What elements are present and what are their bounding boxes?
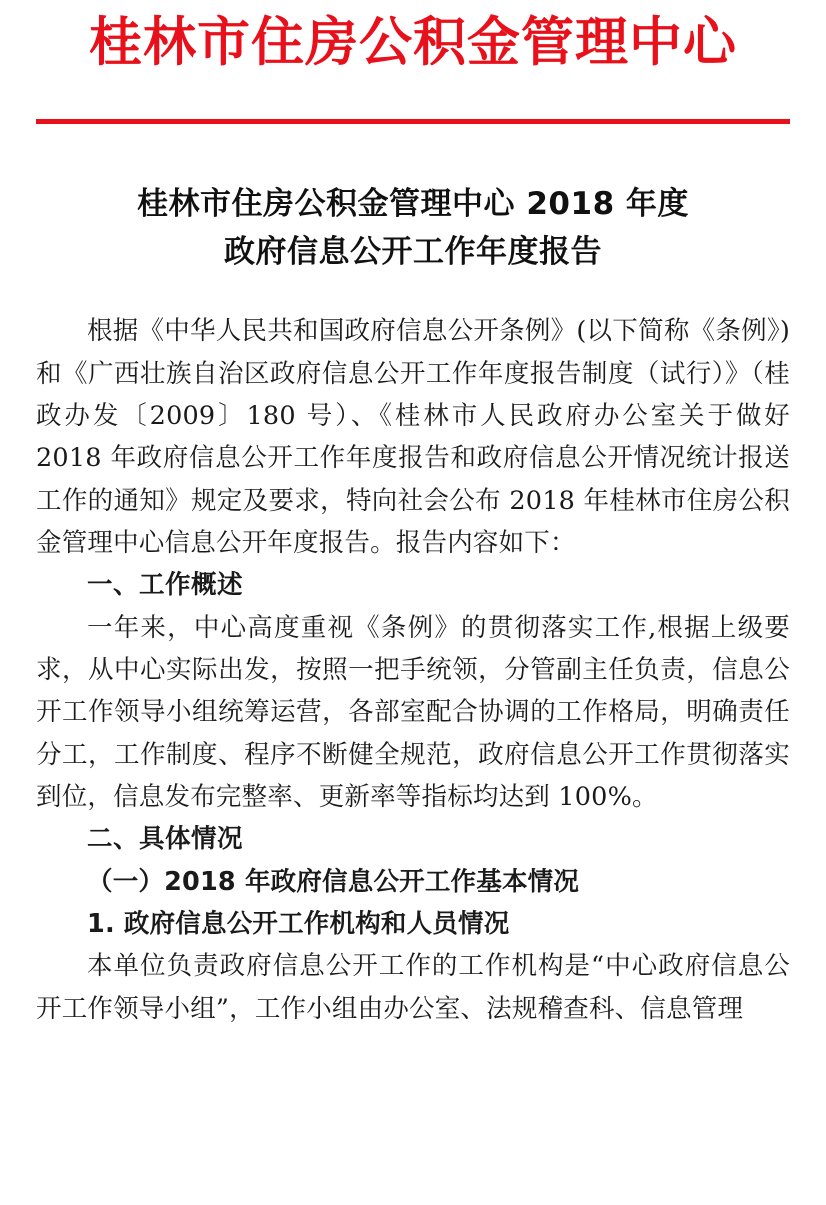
document-title [36,180,790,276]
document-body [36,310,790,1030]
letterhead [36,0,790,124]
section-heading-2: 二、具体情况 [87,824,244,855]
letterhead-divider [36,119,790,124]
document-title-line-2: 政府信息公开工作年度报告 [224,234,602,271]
document-title-line-1: 桂林市住房公积金管理中心 2018 年度 [137,186,689,223]
intro-paragraph: 根据《中华人民共和国政府信息公开条例》(以下简称《条例》)和《广西壮族自治区政府信息公开工作年度报告制度（试行）》（桂政办发〔2009〕180 号）、《桂林市人民政府办公室关于做好 2018 年政府信息公开工作年度报告和政府信息公开情况统计报送工作的通知》规定及要求，特向社会公布 2018 年桂林市住房公积金管理中心信息公开年度报告。报告内容如下： [36,316,790,559]
section-heading-1: 一、工作概述 [87,570,244,601]
section-2-subheading-1: （一）2018 年政府信息公开工作基本情况 [87,866,580,897]
section-2-sub-item-heading-1: 1. 政府信息公开工作机构和人员情况 [87,908,510,939]
letterhead-organization: 桂林市住房公积金管理中心 [89,12,737,73]
section-1-paragraph: 一年来，中心高度重视《条例》的贯彻落实工作,根据上级要求，从中心实际出发，按照一把手统领，分管副主任负责，信息公开工作领导小组统筹运营，各部室配合协调的工作格局，明确责任分工，工作制度、程序不断健全规范，政府信息公开工作贯彻落实到位，信息发布完整率、更新率等指标均达到 100%。 [36,612,790,812]
section-2-sub-item-paragraph-1: 本单位负责政府信息公开工作的工作机构是“中心政府信息公开工作领导小组”，工作小组由办公室、法规稽查科、信息管理 [36,951,790,1024]
